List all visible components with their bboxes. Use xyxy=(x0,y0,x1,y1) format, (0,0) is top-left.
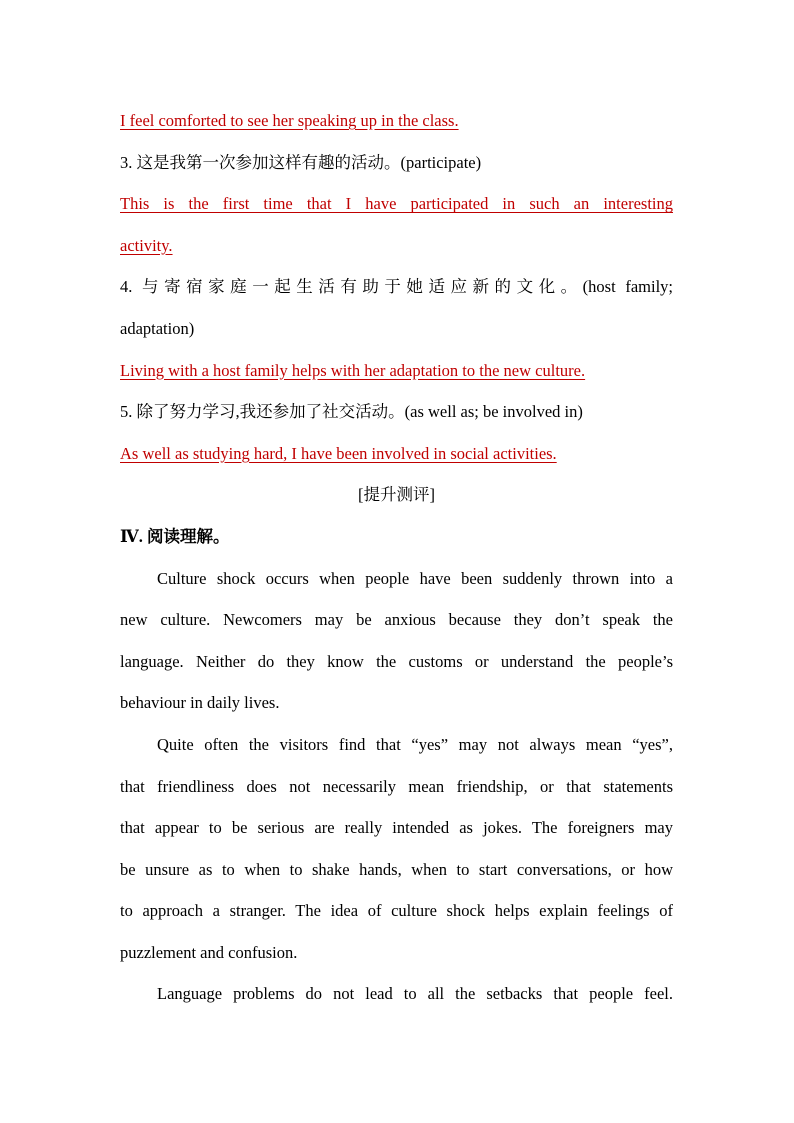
paragraph-2-line-6: puzzlement and confusion. xyxy=(120,942,298,962)
question-5: 5. 除了努力学习,我还参加了社交活动。(as well as; be involved in) xyxy=(120,402,583,422)
paragraph-2-line-4: be unsure as to when to shake hands, when to start conversations, or how xyxy=(120,859,673,879)
paragraph-1-line-3: language. Neither do they know the customs or understand the people’s xyxy=(120,651,673,671)
answer-5: As well as studying hard, I have been involved in social activities. xyxy=(120,443,557,463)
answer-3-line-2: activity. xyxy=(120,235,173,255)
paragraph-2-line-2: that friendliness does not necessarily mean friendship, or that statements xyxy=(120,776,673,796)
paragraph-1-line-4: behaviour in daily lives. xyxy=(120,693,280,713)
section-heading: Ⅳ. 阅读理解。 xyxy=(120,526,230,546)
paragraph-2-line-3: that appear to be serious are really intended as jokes. The foreigners may xyxy=(120,818,673,838)
question-4-line-1: 4. 与寄宿家庭一起生活有助于她适应新的文化。(host family; xyxy=(120,277,673,297)
paragraph-1-line-2: new culture. Newcomers may be anxious because they don’t speak the xyxy=(120,610,673,630)
answer-4: Living with a host family helps with her adaptation to the new culture. xyxy=(120,360,586,380)
question-4-line-2: adaptation) xyxy=(120,318,195,338)
paragraph-2-line-5: to approach a stranger. The idea of culture shock helps explain feelings of xyxy=(120,901,673,921)
paragraph-3-line-1: Language problems do not lead to all the setbacks that people feel. xyxy=(157,984,673,1004)
paragraph-1-line-1: Culture shock occurs when people have been suddenly thrown into a xyxy=(157,568,673,588)
answer-3-line-1: This is the first time that I have participated in such an interesting xyxy=(120,194,673,214)
paragraph-2-line-1: Quite often the visitors find that “yes” may not always mean “yes”, xyxy=(157,734,673,754)
question-3: 3. 这是我第一次参加这样有趣的活动。(participate) xyxy=(120,152,482,172)
document-page xyxy=(120,100,673,1015)
section-title: [提升测评] xyxy=(358,485,435,505)
answer-2: I feel comforted to see her speaking up in the class. xyxy=(120,111,459,130)
